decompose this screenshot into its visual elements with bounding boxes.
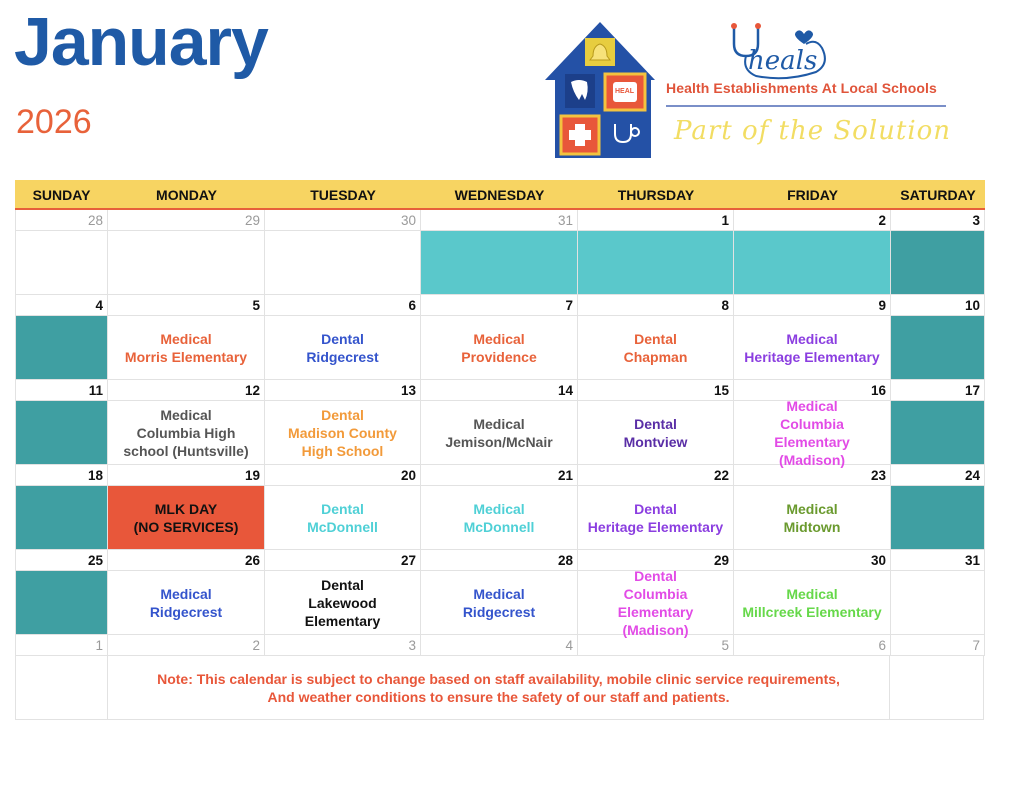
- event-text: Dental: [321, 576, 364, 593]
- empty-day-cell: [891, 486, 985, 550]
- date-number: 10: [891, 295, 985, 316]
- empty-day-cell: [15, 571, 108, 635]
- day-event-cell: [734, 316, 891, 380]
- event-text: Dental: [321, 500, 364, 517]
- day-event-cell: [578, 567, 734, 638]
- date-number: 7: [421, 295, 578, 316]
- week-row: [15, 567, 985, 638]
- event-text: Medical: [160, 406, 212, 423]
- date-number-row: [15, 295, 985, 316]
- event-text: McDonnell: [463, 518, 535, 535]
- date-number: 1: [578, 210, 734, 231]
- event-text: Millcreek Elementary: [742, 603, 882, 620]
- day-event-cell: [578, 401, 734, 465]
- date-number: 4: [421, 635, 578, 656]
- date-number: 6: [734, 635, 891, 656]
- day-event-cell: [265, 486, 421, 550]
- year-label: 2026: [16, 103, 92, 141]
- empty-day-cell: [891, 571, 985, 635]
- day-event-cell: [578, 486, 734, 550]
- date-number: 12: [108, 380, 265, 401]
- empty-day-cell: [15, 486, 108, 550]
- event-text: Ridgecrest: [462, 603, 536, 620]
- empty-day-cell: [421, 231, 578, 295]
- day-event-cell: [265, 316, 421, 380]
- empty-day-cell: [108, 231, 265, 295]
- week-row: [15, 486, 985, 550]
- date-number-row: [15, 550, 985, 571]
- date-number: 21: [421, 465, 578, 486]
- date-number: 11: [15, 380, 108, 401]
- date-number: 27: [265, 550, 421, 571]
- week-row: [15, 316, 985, 380]
- event-text: Dental: [634, 330, 677, 347]
- event-text: Columbia High: [136, 424, 236, 441]
- weekday-wednesday: WEDNESDAY: [454, 187, 545, 203]
- weekday-tuesday: TUESDAY: [310, 187, 376, 203]
- calendar-weeks: [15, 210, 985, 638]
- day-event-cell: [578, 316, 734, 380]
- empty-day-cell: [578, 231, 734, 295]
- event-text: Jemison/McNair: [445, 433, 553, 450]
- empty-day-cell: [15, 316, 108, 380]
- week-row: [15, 397, 985, 468]
- event-text: Columbia: [623, 585, 688, 602]
- date-number: 6: [265, 295, 421, 316]
- date-number: 19: [108, 465, 265, 486]
- day-event-cell: [421, 316, 578, 380]
- date-number: 28: [421, 550, 578, 571]
- logo-tagline: Part of the Solution: [674, 116, 952, 146]
- date-number: 14: [421, 380, 578, 401]
- event-text: Madison County: [288, 424, 397, 441]
- event-text: (Madison): [778, 451, 846, 468]
- event-text: Elementary: [304, 612, 381, 629]
- event-text: Dental: [634, 567, 677, 584]
- day-event-cell: [734, 397, 891, 468]
- date-number: 29: [108, 210, 265, 231]
- date-number: 25: [15, 550, 108, 571]
- date-number: 5: [578, 635, 734, 656]
- weekday-saturday: SATURDAY: [900, 187, 976, 203]
- event-text: Midtown: [783, 518, 841, 535]
- day-event-cell: [108, 316, 265, 380]
- org-name: Health Establishments At Local Schools: [666, 80, 937, 96]
- event-text: Medical: [160, 330, 212, 347]
- date-number: 2: [734, 210, 891, 231]
- empty-day-cell: [15, 656, 108, 720]
- date-number-row: [15, 210, 985, 231]
- date-number: 23: [734, 465, 891, 486]
- event-text: Heritage Elementary: [587, 518, 724, 535]
- weekday-thursday: THURSDAY: [617, 187, 695, 203]
- event-text: Medical: [786, 330, 838, 347]
- date-number-row: [15, 635, 985, 656]
- date-number: 20: [265, 465, 421, 486]
- date-number: 30: [734, 550, 891, 571]
- date-number: 13: [265, 380, 421, 401]
- empty-day-cell: [891, 316, 985, 380]
- schedule-note: [108, 656, 890, 720]
- day-event-cell: [108, 571, 265, 635]
- event-text: Elementary: [774, 433, 850, 450]
- heals-script-text: heals: [748, 46, 818, 76]
- date-number: 9: [734, 295, 891, 316]
- week-row: [15, 231, 985, 295]
- day-event-cell: [421, 486, 578, 550]
- event-text: school (Huntsville): [123, 442, 249, 459]
- day-event-cell: [734, 486, 891, 550]
- event-text: Elementary: [617, 603, 694, 620]
- event-text: Medical: [473, 415, 525, 432]
- event-text: Chapman: [623, 348, 688, 365]
- event-text: High School: [301, 442, 384, 459]
- day-event-cell: [265, 401, 421, 465]
- day-event-cell: [421, 571, 578, 635]
- event-text: Heritage Elementary: [744, 348, 880, 365]
- date-number: 28: [15, 210, 108, 231]
- date-number: 8: [578, 295, 734, 316]
- day-event-cell: [265, 571, 421, 635]
- weekday-header: [15, 180, 985, 210]
- note-line-2: And weather conditions to ensure the safety of our staff and patients.: [267, 688, 730, 705]
- note-row: [15, 656, 985, 720]
- event-text: Dental: [321, 406, 364, 423]
- event-text: (Madison): [622, 621, 689, 638]
- date-number: 3: [265, 635, 421, 656]
- logo-badge-text: HEAL: [615, 88, 635, 95]
- date-number: 16: [734, 380, 891, 401]
- date-number: 22: [578, 465, 734, 486]
- event-text: Montview: [623, 433, 688, 450]
- weekday-friday: FRIDAY: [787, 187, 838, 203]
- weekday-monday: MONDAY: [156, 187, 217, 203]
- date-number: 18: [15, 465, 108, 486]
- date-number: 4: [15, 295, 108, 316]
- event-text: Medical: [473, 500, 525, 517]
- weekday-sunday: SUNDAY: [32, 187, 91, 203]
- event-text: Medical: [786, 500, 838, 517]
- empty-day-cell: [15, 401, 108, 465]
- month-title: January: [14, 4, 268, 80]
- date-number: 5: [108, 295, 265, 316]
- empty-day-cell: [890, 656, 984, 720]
- date-number: 17: [891, 380, 985, 401]
- event-text: MLK DAY: [154, 500, 218, 517]
- date-number: 31: [421, 210, 578, 231]
- date-number: 31: [891, 550, 985, 571]
- event-text: Morris Elementary: [124, 348, 248, 365]
- note-line-1: Note: This calendar is subject to change based on staff availability, mobile clinic service requirements,: [157, 670, 840, 687]
- date-number: 2: [108, 635, 265, 656]
- date-number: 3: [891, 210, 985, 231]
- event-text: Medical: [473, 330, 525, 347]
- event-text: Dental: [634, 500, 677, 517]
- event-text: Providence: [461, 348, 537, 365]
- event-text: Lakewood: [308, 594, 377, 611]
- date-number: 15: [578, 380, 734, 401]
- event-text: Columbia: [780, 415, 844, 432]
- event-text: Medical: [473, 585, 525, 602]
- event-text: Medical: [160, 585, 212, 602]
- calendar-grid: [15, 180, 985, 720]
- date-number: 29: [578, 550, 734, 571]
- empty-day-cell: [15, 231, 108, 295]
- event-text: (NO SERVICES): [133, 518, 239, 535]
- date-number-row: [15, 380, 985, 401]
- event-text: McDonnell: [307, 518, 378, 535]
- empty-day-cell: [734, 231, 891, 295]
- date-number-row: [15, 465, 985, 486]
- event-text: Medical: [786, 397, 838, 414]
- date-number: 24: [891, 465, 985, 486]
- logo-divider: [666, 105, 946, 107]
- empty-day-cell: [891, 401, 985, 465]
- date-number: 30: [265, 210, 421, 231]
- event-text: Dental: [634, 415, 677, 432]
- date-number: 7: [891, 635, 985, 656]
- empty-day-cell: [265, 231, 421, 295]
- event-text: Dental: [321, 330, 364, 347]
- event-text: Medical: [786, 585, 838, 602]
- date-number: 1: [15, 635, 108, 656]
- event-text: Ridgecrest: [149, 603, 223, 620]
- school-house-logo-icon: [543, 20, 657, 162]
- day-event-cell: [108, 401, 265, 465]
- day-event-cell: [108, 486, 265, 550]
- day-event-cell: [421, 401, 578, 465]
- empty-day-cell: [891, 231, 985, 295]
- day-event-cell: [734, 571, 891, 635]
- event-text: Ridgecrest: [306, 348, 379, 365]
- date-number: 26: [108, 550, 265, 571]
